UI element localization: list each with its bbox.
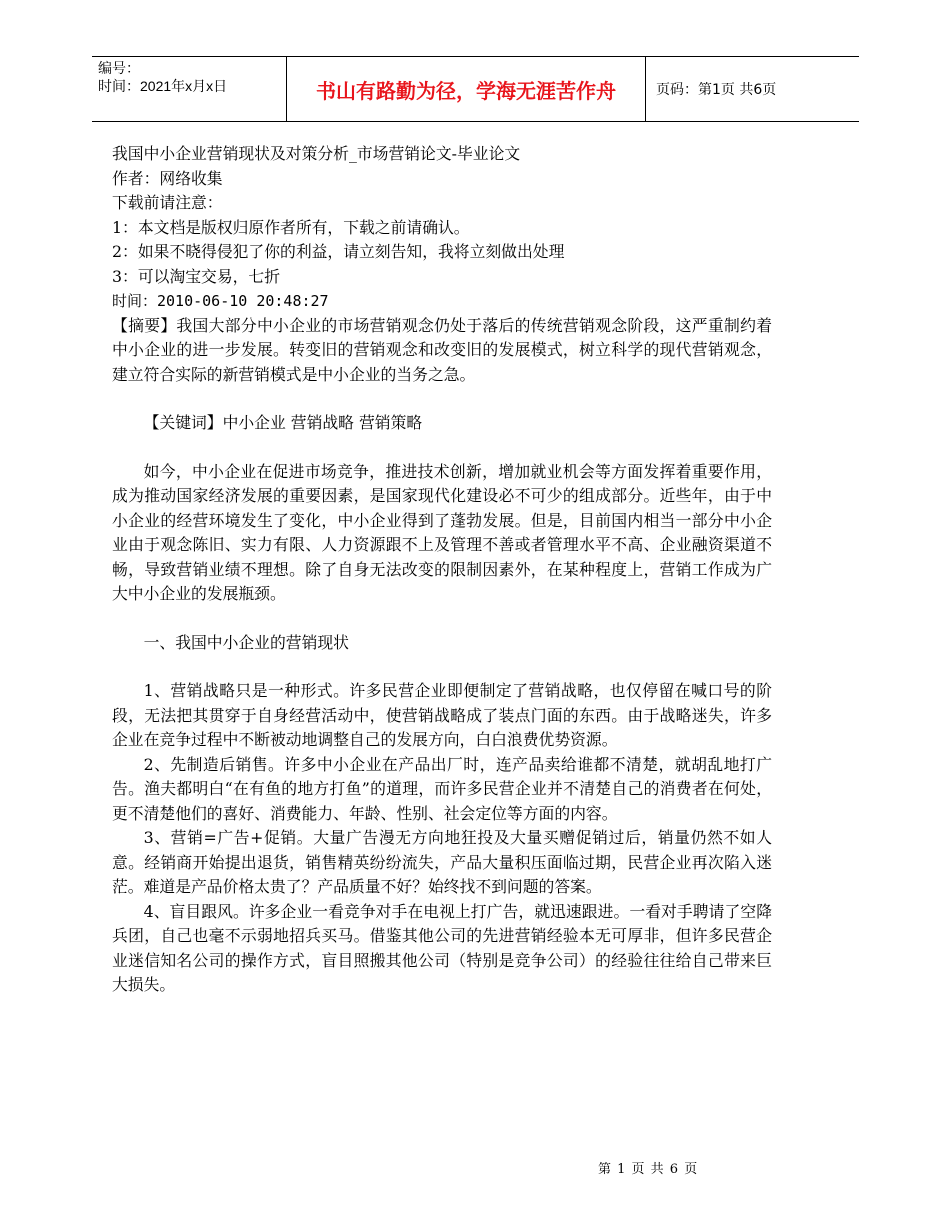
doc-title: 我国中小企业营销现状及对策分析_市场营销论文-毕业论文: [112, 144, 521, 163]
list-item: 3、营销=广告+促销。大量广告漫无方向地狂投及大量买赠促销过后，销量仍然不如人意。经销商开始提出退货，销售精英纷纷流失，产品大量积压面临过期，民营企业再次陷入迷茫。难道是产品价格太贵了？产品质量不好？始终找不到问题的答案。: [112, 828, 772, 896]
header-meta: [92, 57, 286, 121]
doc-keywords: 【关键词】中小企业 营销战略 营销策略: [143, 413, 423, 432]
header-page-info: 页码：第1页 共6页: [656, 82, 777, 98]
list-item: 2、先制造后销售。许多中小企业在产品出厂时，连产品卖给谁都不清楚，就胡乱地打广告。渔夫都明白“在有鱼的地方打鱼”的道理，而许多民营企业并不清楚自己的消费者在何处，更不清楚他们的喜好、消费能力、年龄、性别、社会定位等方面的内容。: [112, 754, 772, 823]
list-item: 1、营销战略只是一种形式。许多民营企业即便制定了营销战略，也仅停留在喊口号的阶段，无法把其贯穿于自身经营活动中，使营销战略成了装点门面的东西。由于战略迷失，许多企业在竞争过程中不断被动地调整自己的发展方向，白白浪费优势资源。: [112, 681, 772, 749]
document-header: [92, 56, 859, 122]
header-time-label: 时间：2021年x月x日: [98, 78, 228, 94]
doc-note-2: 2：如果不晓得侵犯了你的利益，请立刻告知，我将立刻做出处理: [112, 242, 565, 261]
section-heading: 一、我国中小企业的营销现状: [143, 632, 349, 652]
page-footer: 第 1 页 共 6 页: [598, 1162, 699, 1177]
header-motto: 书山有路勤为径，学海无涯苦作舟: [286, 57, 646, 121]
doc-note-3: 3：可以淘宝交易，七折: [112, 266, 281, 286]
doc-notice-label: 下载前请注意：: [112, 193, 223, 212]
doc-time: 时间：2010-06-10 20:48:27: [112, 292, 329, 310]
header-number-label: 编号：: [98, 60, 140, 76]
doc-intro-paragraph: 如今，中小企业在促进市场竞争，推进技术创新，增加就业机会等方面发挥着重要作用，成为推动国家经济发展的重要因素，是国家现代化建设必不可少的组成部分。近些年，由于中小企业的经营环境发生了变化，中小企业得到了蓬勃发展。但是，目前国内相当一部分中小企业由于观念陈旧、实力有限、人力资源跟不上及管理不善或者管理水平不高、企业融资渠道不畅，导致营销业绩不理想。除了自身无法改变的限制因素外，在某种程度上，营销工作成为广大中小企业的发展瓶颈。: [112, 461, 772, 603]
doc-abstract: 【摘要】我国大部分中小企业的市场营销观念仍处于落后的传统营销观念阶段，这严重制约着中小企业的进一步发展。转变旧的营销观念和改变旧的发展模式，树立科学的现代营销观念，建立符合实际的新营销模式是中小企业的当务之急。: [112, 315, 772, 384]
doc-note-1: 1：本文档是版权归原作者所有，下载之前请确认。: [112, 217, 470, 237]
document-body: [112, 142, 772, 998]
list-item: 4、盲目跟风。许多企业一看竞争对手在电视上打广告，就迅速跟进。一看对手聘请了空降兵团，自己也毫不示弱地招兵买马。借鉴其他公司的先进营销经验本无可厚非，但许多民营企业迷信知名公司的操作方式，盲目照搬其他公司（特别是竞争公司）的经验往往给自己带来巨大损失。: [112, 901, 772, 994]
doc-author: 作者：网络收集: [112, 168, 223, 188]
